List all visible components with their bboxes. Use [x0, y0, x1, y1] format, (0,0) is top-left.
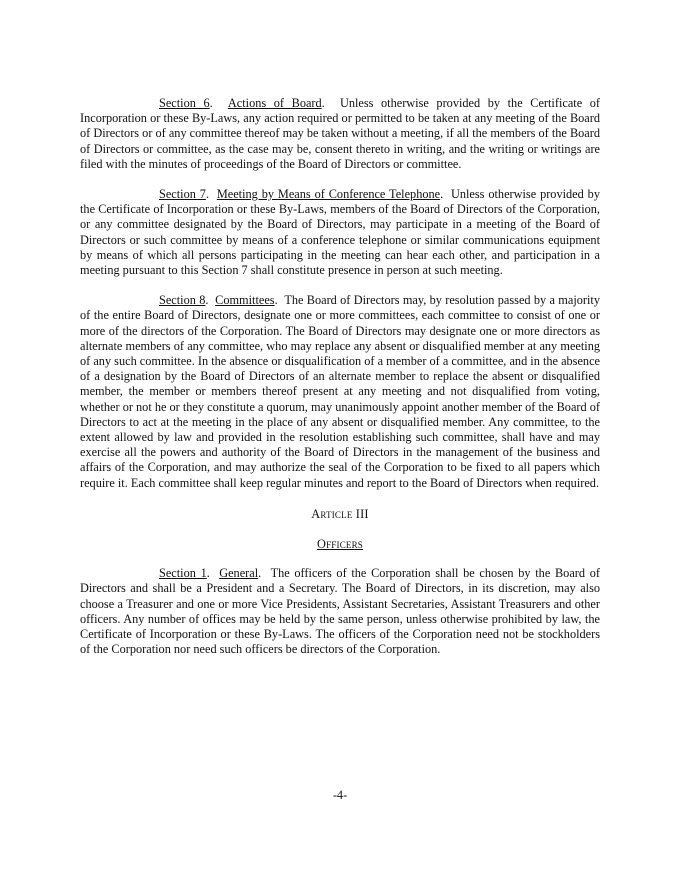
page-number: -4-: [332, 788, 348, 802]
article-section-1-body: The officers of the Corporation shall be chosen by the Board of Directors and shall be a President and a Secretary. The Board of Directors, in its discretion, may also choose a Treasurer and one or more Vice Presidents, Assistant Secretaries, Assistant Treasurers and other officers. Any number of offices may be held by the same person, unless otherwise prohibited by law, the Certificate of Incorporation or these By-Laws. The officers of the Corporation need not be stockholders of the Corporation nor need such officers be directors of the Corporation.: [80, 566, 600, 657]
section-8-label: Section 8: [159, 293, 206, 308]
section-7-paragraph: Section 7. Meeting by Means of Conference Telephone. Unless otherwise provided by the Certificate of Incorporation or these By-Laws, members of the Board of Directors of the Corporation, or any committee designated by the Board of Directors, may participate in a meeting of the Board of Directors or such committee by means of a conference telephone or similar communications equipment by means of which all persons participating in the meeting can hear each other, and participation in a meeting pursuant to this Section 7 shall constitute presence in person at such meeting.: [80, 187, 600, 278]
section-7-label: Section 7: [159, 187, 206, 202]
article-section-1-label: Section 1: [159, 566, 207, 581]
section-8-title: Committees: [215, 293, 275, 308]
section-6-paragraph: Section 6. Actions of Board. Unless otherwise provided by the Certificate of Incorporation or these By-Laws, any action required or permitted to be taken at any meeting of the Board of Directors or of any committee thereof may be taken without a meeting, if all the members of the Board of Directors or committee, as the case may be, consent thereto in writing, and the writing or writings are filed with the minutes of proceedings of the Board of Directors or committee.: [80, 96, 600, 171]
article-section-1-paragraph: Section 1. General. The officers of the Corporation shall be chosen by the Board of Directors and shall be a President and a Secretary. The Board of Directors, in its discretion, may also choose a Treasurer and one or more Vice Presidents, Assistant Secretaries, Assistant Treasurers and other officers. Any number of offices may be held by the same person, unless otherwise prohibited by law, the Certificate of Incorporation or these By-Laws. The officers of the Corporation need not be stockholders of the Corporation nor need such officers be directors of the Corporation.: [80, 566, 600, 657]
section-6-body: Unless otherwise provided by the Certificate of Incorporation or these By-Laws, any action required or permitted to be taken at any meeting of the Board of Directors or of any committee thereof may be taken without a meeting, if all the members of the Board of Directors or committee, as the case may be, consent thereto in writing, and the writing or writings are filed with the minutes of proceedings of the Board of Directors or committee.: [80, 96, 600, 171]
section-6-label: Section 6: [159, 96, 210, 110]
section-8-paragraph: Section 8. Committees. The Board of Directors may, by resolution passed by a majority of the entire Board of Directors, designate one or more committees, each committee to consist of one or more of the directors of the Corporation. The Board of Directors may designate one or more directors as alternate members of any committee, who may replace any absent or disqualified member at any meeting of any such committee. In the absence or disqualification of a member of a committee, and in the absence of a designation by the Board of Directors of an alternate member to replace the absent or disqualified member, the member or members thereof present at any meeting and not disqualified from voting, whether or not he or they constitute a quorum, may unanimously appoint another member of the Board of Directors to act at the meeting in the place of any absent or disqualified member. Any committee, to the extent allowed by law and provided in the resolution establishing such committee, shall have and may exercise all the powers and authority of the Board of Directors in the management of the business and affairs of the Corporation, and may authorize the seal of the Corporation to be fixed to all papers which require it. Each committee shall keep regular minutes and report to the Board of Directors when required.: [80, 293, 600, 490]
article-section-1-title: General: [219, 566, 259, 581]
article-subheading: [80, 537, 600, 552]
document-page: [80, 96, 600, 658]
section-7-body: Unless otherwise provided by the Certificate of Incorporation or these By-Laws, members of the Board of Directors of the Corporation, or any committee designated by the Board of Directors, may participate in a meeting of the Board of Directors or such committee by means of a conference telephone or similar communications equipment by means of which all persons participating in the meeting can hear each other, and participation in a meeting pursuant to this Section 7 shall constitute presence in person at such meeting.: [80, 187, 600, 278]
article-subheading-text: Officers: [317, 537, 363, 552]
article-heading: Article III: [311, 506, 369, 521]
section-7-title: Meeting by Means of Conference Telephone: [216, 187, 441, 202]
section-6-title: Actions of Board: [227, 96, 322, 110]
section-8-body: The Board of Directors may, by resolution passed by a majority of the entire Board of Directors, designate one or more committees, each committee to consist of one or more of the directors of the Corporation. The Board of Directors may designate one or more directors as alternate members of any committee, who may replace any absent or disqualified member at any meeting of any such committee. In the absence or disqualification of a member of a committee, and in the absence of a designation by the Board of Directors of an alternate member to replace the absent or disqualified member, the member or members thereof present at any meeting and not disqualified from voting, whether or not he or they constitute a quorum, may unanimously appoint another member of the Board of Directors to act at the meeting in the place of any absent or disqualified member. Any committee, to the extent allowed by law and provided in the resolution establishing such committee, shall have and may exercise all the powers and authority of the Board of Directors in the management of the business and affairs of the Corporation, and may authorize the seal of the Corporation to be fixed to all papers which require it. Each committee shall keep regular minutes and report to the Board of Directors when required.: [80, 293, 600, 490]
